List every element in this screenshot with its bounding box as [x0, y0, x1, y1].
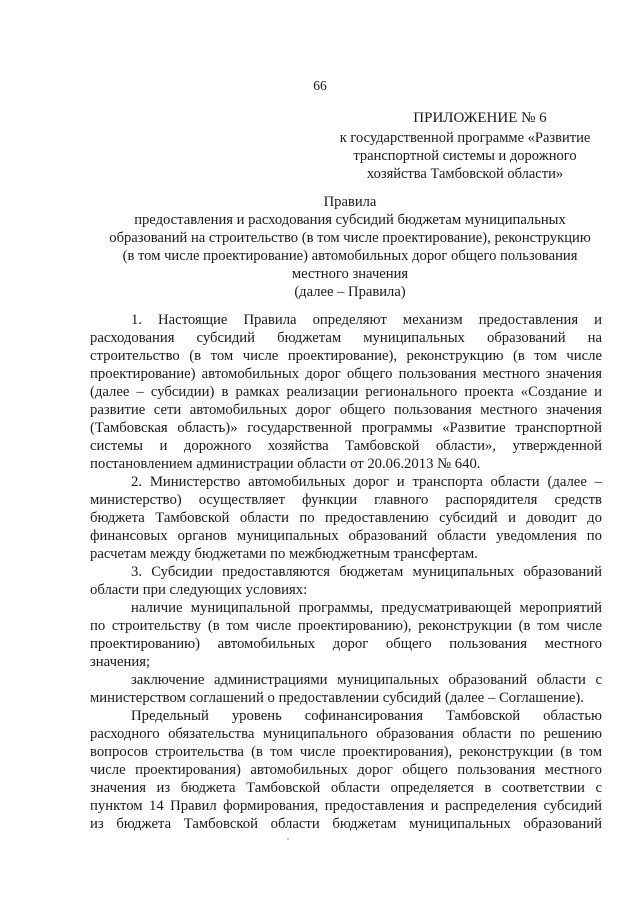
paragraph-line: проектирование) автомобильных дорог общего пользования местного значения — [90, 366, 602, 382]
paragraph-line: вопросов строительства (в том числе проектирования), реконструкции (в том — [90, 744, 602, 760]
paragraph-line: министерство) осуществляет функции главного распорядителя средств — [90, 492, 602, 508]
paragraph-line: строительство (в том числе проектирование), реконструкцию (в том числе — [90, 348, 602, 364]
appendix-line: хозяйства Тамбовской области» — [366, 166, 564, 182]
paragraph-line: из бюджета Тамбовской области бюджетам муниципальных образований — [90, 816, 602, 832]
appendix-line: к государственной программе «Развитие — [339, 130, 591, 146]
paragraph-line: (далее – субсидии) в рамках реализации регионального проекта «Создание и — [90, 384, 602, 400]
paragraph-line: значения; — [90, 654, 151, 670]
appendix-heading: ПРИЛОЖЕНИЕ № 6 — [413, 110, 547, 126]
paragraph-line: проектированию) автомобильных дорог общего пользования местного — [90, 636, 602, 652]
page-number: 66 — [313, 78, 327, 93]
paragraph-line: бюджета Тамбовской области по предоставлению субсидий и доводит до — [90, 510, 602, 526]
paragraph-line: расходного обязательства муниципального образования области по решению — [90, 726, 602, 742]
paragraph-line: расходования субсидий бюджетам муниципальных образований на — [90, 330, 602, 346]
paragraph-line: финансовых органов муниципальных образований области уведомления по — [90, 528, 602, 544]
appendix-line: транспортной системы и дорожного — [353, 148, 577, 164]
title-line: предоставления и расходования субсидий бюджетам муниципальных — [134, 212, 566, 228]
title-line: (далее – Правила) — [294, 284, 406, 300]
paragraph-line: по строительству (в том числе проектированию), реконструкции (в том числе — [90, 618, 602, 634]
paragraph-line: развитие сети автомобильных дорог общего пользования местного значения — [90, 402, 602, 418]
paragraph-line: наличие муниципальной программы, предусматривающей мероприятий — [131, 600, 602, 616]
paragraph-line: 2. Министерство автомобильных дорог и транспорта области (далее – — [131, 474, 602, 490]
paragraph-line: числе проектирования) автомобильных дорог общего пользования местного — [90, 762, 602, 778]
paragraph-line: (Тамбовская область)» государственной программы «Развитие транспортной — [90, 420, 602, 436]
title-line: (в том числе проектирование) автомобильных дорог общего пользования — [122, 248, 578, 264]
title-line: местного значения — [291, 266, 409, 282]
paragraph-line: министерством соглашений о предоставлении субсидий (далее – Соглашение). — [90, 690, 584, 706]
paragraph-line: пунктом 14 Правил формирования, предоставления и распределения субсидий — [90, 798, 602, 814]
paragraph-line: заключение администрациями муниципальных образований области с — [131, 672, 602, 688]
document-title: Правила — [323, 194, 377, 210]
paragraph-line: области при следующих условиях: — [90, 582, 308, 598]
paragraph-line: постановлением администрации области от 20.06.2013 № 640. — [90, 456, 481, 472]
paragraph-line: системы и дорожного хозяйства Тамбовской области», утвержденной — [90, 438, 602, 454]
paragraph-line: значения из бюджета Тамбовской области определяется в соответствии с — [90, 780, 602, 796]
paragraph-line: Предельный уровень софинансирования Тамбовской областью — [131, 708, 602, 724]
paragraph-line: 3. Субсидии предоставляются бюджетам муниципальных образований — [131, 564, 602, 580]
paragraph-line: расчетам между бюджетами по межбюджетным трансфертам. — [90, 546, 478, 562]
title-line: образований на строительство (в том числе проектирование), реконструкцию — [109, 230, 591, 246]
paragraph-line: 1. Настоящие Правила определяют механизм предоставления и — [131, 312, 602, 328]
scan-speck — [287, 838, 289, 840]
